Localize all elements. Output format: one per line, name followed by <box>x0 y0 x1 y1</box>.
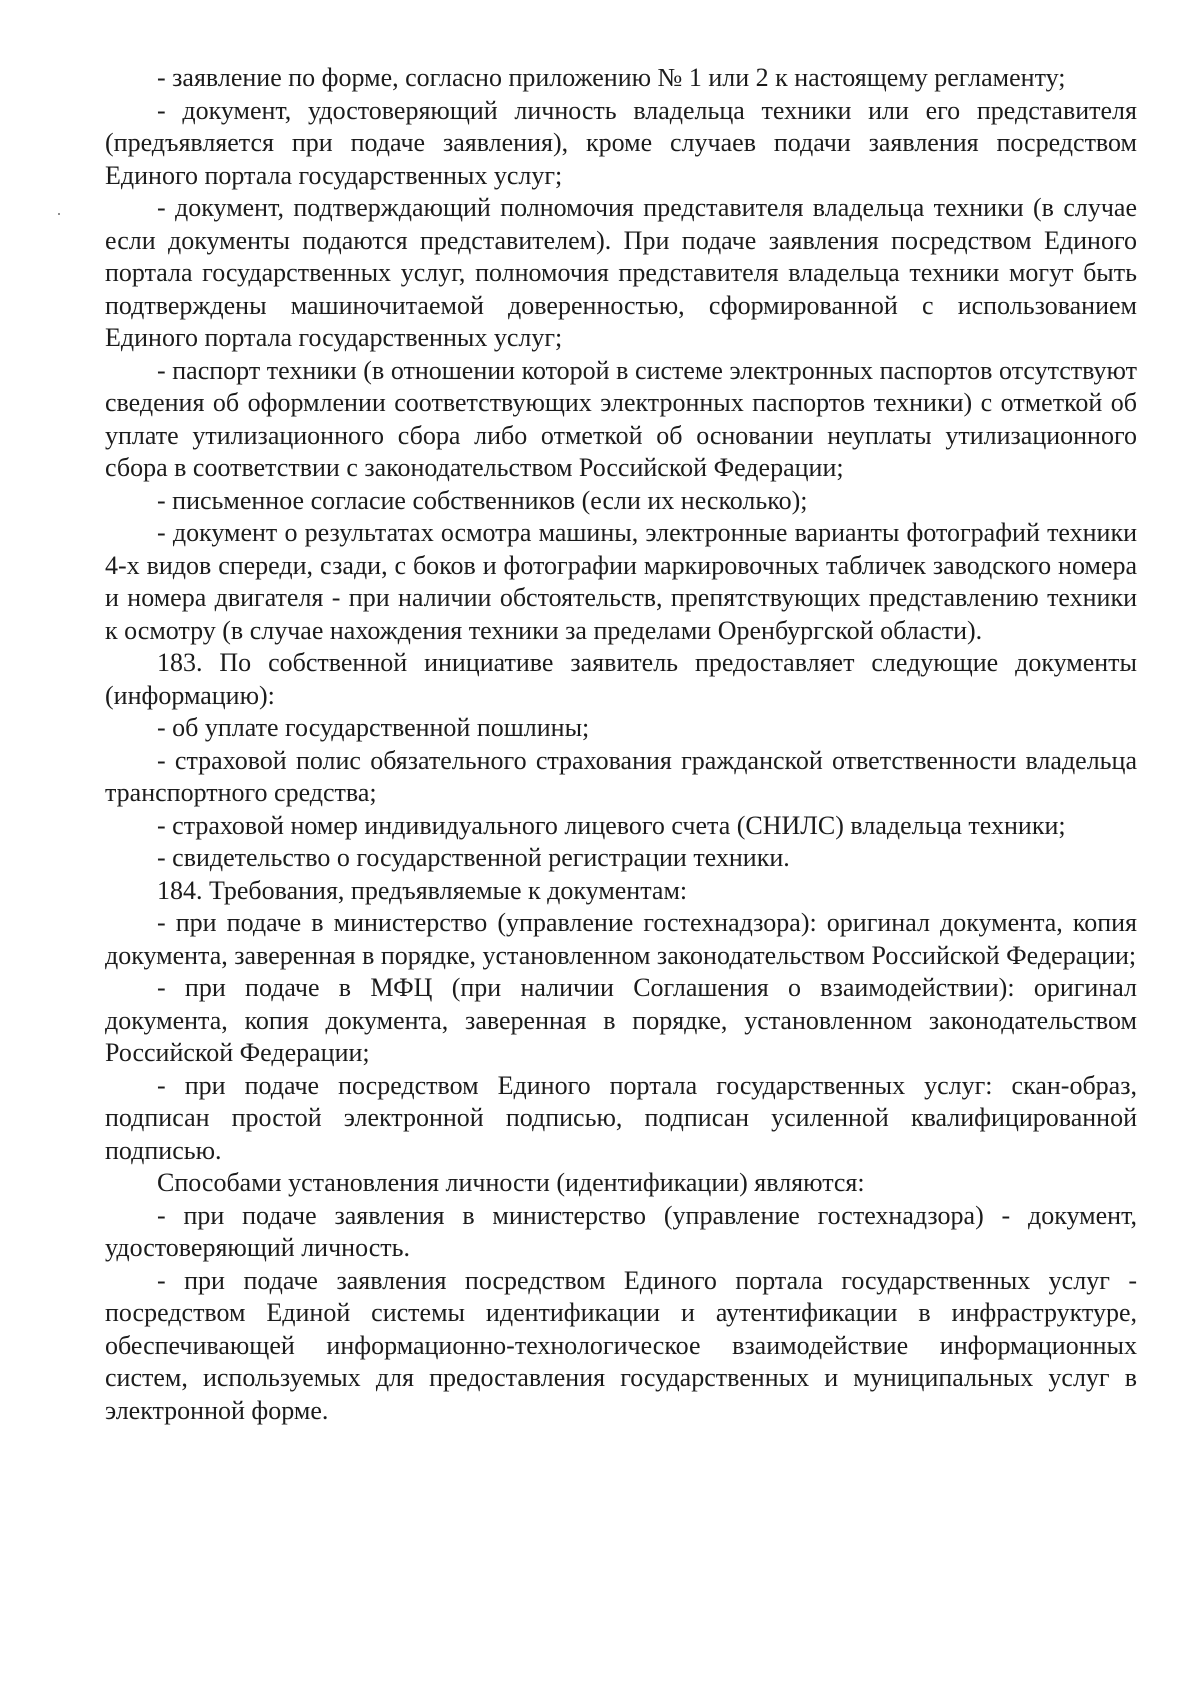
list-item-registration-certificate: - свидетельство о государственной регистрации техники. <box>157 843 790 872</box>
list-item-machine-passport: - паспорт техники (в отношении которой в системе электронных паспортов отсутствуют сведения об оформлении соответствующих электронных паспортов техники) с отметкой об уплате утилизационного сбора либо отметкой об основании неуплаты утилизационного сбора в соответствии с законодательством Российской Федерации; <box>105 355 1137 482</box>
list-item-insurance-policy: - страховой полис обязательного страхования гражданской ответственности владельца транспортного средства; <box>105 745 1137 807</box>
scan-artifact <box>58 213 60 215</box>
list-item-owners-consent: - письменное согласие собственников (если их несколько); <box>157 485 808 515</box>
list-item-representative-authority: - документ, подтверждающий полномочия представителя владельца техники (в случае если документы подаются представителем). При подаче заявления посредством Единого портала государственных услуг, полномочия представителя владельца техники могут быть подтверждены машиночитаемой доверенностью, сформированной с использованием Единого портала государственных услуг; <box>105 193 1137 352</box>
list-item-application-form: - заявление по форме, согласно приложению № 1 или 2 к настоящему регламенту; <box>157 63 1066 92</box>
list-item-inspection-results: - документ о результатах осмотра машины, электронные варианты фотографий техники 4-х видов спереди, сзади, с боков и фотографии маркировочных табличек заводского номера и номера двигателя - при наличии обстоятельств, препятствующих представлению техники к осмотру (в случае нахождения техники за пределами Оренбургской области). <box>105 518 1137 645</box>
document-body <box>105 62 1137 1427</box>
list-item-portal-identification: - при подаче заявления посредством Единого портала государственных услуг - посредством Единой системы идентификации и аутентификации в инфраструктуре, обеспечивающей информационно-технологическое взаимодействие информационных систем, используемых для предоставления государственных и муниципальных услуг в электронной форме. <box>105 1265 1137 1425</box>
list-item-portal-submission: - при подаче посредством Единого портала государственных услуг: скан-образ, подписан простой электронной подписью, подписан усиленной квалифицированной подписью. <box>105 1070 1137 1165</box>
list-item-ministry-identification: - при подаче заявления в министерство (управление гостехнадзора) - документ, удостоверяющий личность. <box>105 1200 1137 1262</box>
section-184-heading: 184. Требования, предъявляемые к документам: <box>157 875 688 905</box>
list-item-identity-document: - документ, удостоверяющий личность владельца техники или его представителя (предъявляется при подаче заявления), кроме случаев подачи заявления посредством Единого портала государственных услуг; <box>105 95 1137 190</box>
list-item-ministry-submission: - при подаче в министерство (управление гостехнадзора): оригинал документа, копия документа, заверенная в порядке, установленном законодательством Российской Федерации; <box>105 908 1137 970</box>
list-item-mfc-submission: - при подаче в МФЦ (при наличии Соглашения о взаимодействии): оригинал документа, копия документа, заверенная в порядке, установленном законодательством Российской Федерации; <box>105 973 1137 1067</box>
list-item-state-duty: - об уплате государственной пошлины; <box>157 713 590 742</box>
list-item-snils: - страховой номер индивидуального лицевого счета (СНИЛС) владельца техники; <box>157 810 1066 840</box>
identification-methods-heading: Способами установления личности (идентификации) являются: <box>157 1168 865 1197</box>
section-183-heading: 183. По собственной инициативе заявитель предоставляет следующие документы (информацию): <box>105 648 1137 710</box>
